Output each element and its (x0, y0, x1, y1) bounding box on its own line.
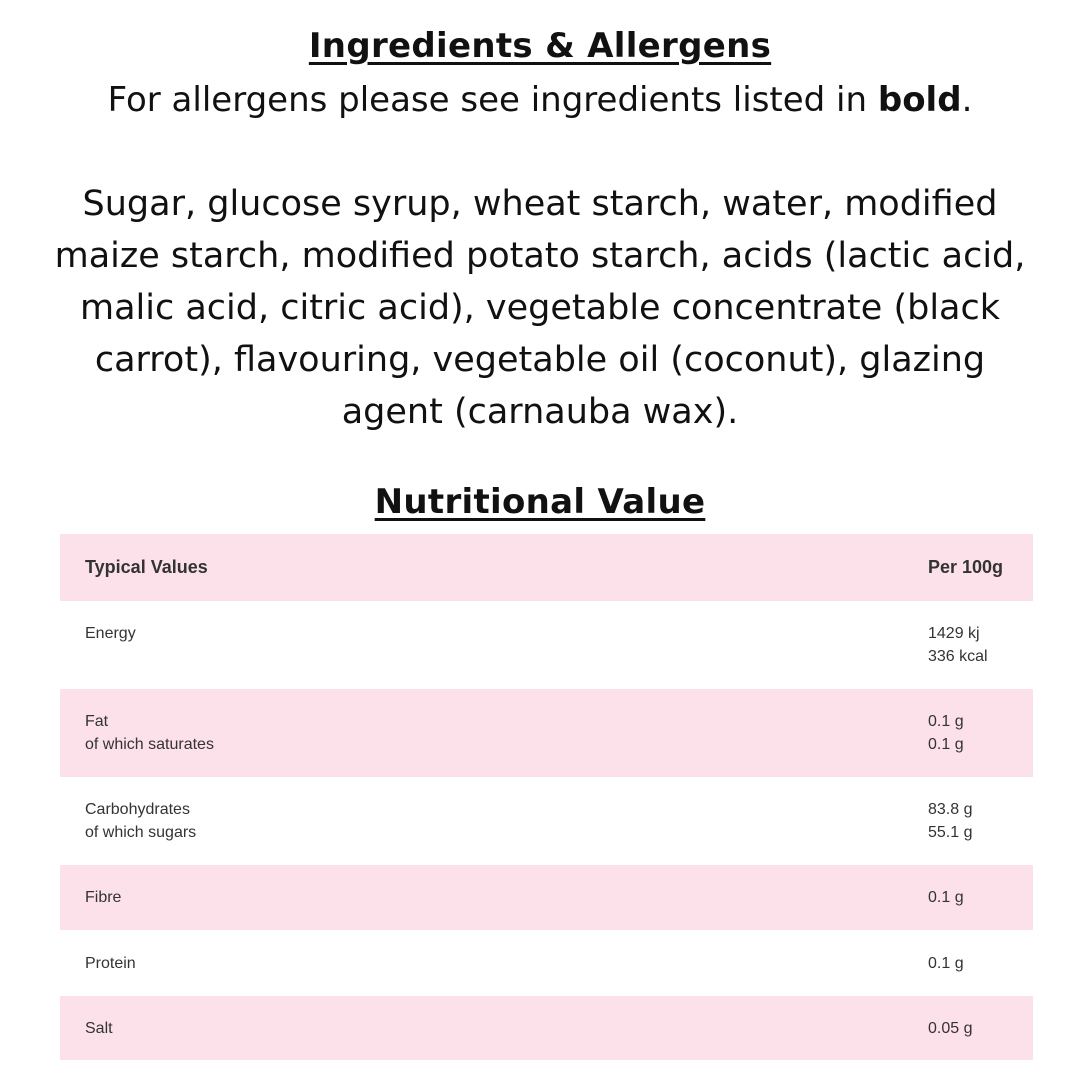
allergen-note-suffix: . (961, 80, 973, 120)
table-header-row (60, 534, 1033, 601)
row-value: 0.1 g (928, 889, 964, 906)
row-value: 0.1 g (928, 713, 964, 730)
table-row-protein (60, 930, 1033, 996)
ingredients-list: Sugar, glucose syrup, wheat starch, water, modified maize starch, modified potato starch, acids (lactic acid, malic acid, citric acid), vegetable concentrate (black carrot), flavouring, vegetable oil (coconut), glazing agent (carnauba wax). (54, 184, 1026, 432)
header-label-cell (85, 556, 928, 579)
row-label: Protein (85, 954, 136, 972)
table-row-carbohydrates (60, 777, 1033, 865)
row-sublabel: of which saturates (85, 736, 214, 753)
row-label: Salt (85, 1019, 113, 1037)
value-cell (928, 798, 1033, 844)
nutrition-table (60, 534, 1033, 1060)
value-cell (928, 622, 1033, 668)
ingredients-heading: Ingredients & Allergens (308, 26, 772, 66)
row-value: 0.05 g (928, 1019, 973, 1037)
row-sublabel: of which sugars (85, 824, 197, 841)
header-typical-values: Typical Values (85, 557, 208, 577)
header-value-cell (928, 556, 1033, 579)
label-cell (85, 1017, 928, 1040)
row-label: Carbohydrates (85, 801, 190, 818)
row-value: 55.1 g (928, 824, 973, 841)
value-cell (928, 1017, 1033, 1040)
allergen-note-prefix: For allergens please see ingredients listed in (107, 80, 878, 120)
label-cell (85, 798, 928, 844)
row-value: 0.1 g (928, 954, 964, 972)
row-label: Fat (85, 713, 109, 730)
table-row-fibre (60, 865, 1033, 930)
value-cell (928, 710, 1033, 756)
label-cell (85, 952, 928, 975)
row-label: Fibre (85, 889, 122, 906)
value-cell (928, 952, 1033, 975)
label-cell (85, 886, 928, 909)
table-row-salt (60, 996, 1033, 1060)
header-per-100g: Per 100g (928, 557, 1004, 577)
value-cell (928, 886, 1033, 909)
label-cell (85, 622, 928, 645)
row-value: 336 kcal (928, 648, 988, 665)
label-cell (85, 710, 928, 756)
allergen-note-bold: bold (877, 80, 962, 120)
row-value: 0.1 g (928, 736, 964, 753)
row-value: 1429 kj (928, 625, 980, 642)
nutrition-heading: Nutritional Value (374, 482, 706, 522)
table-row-fat (60, 689, 1033, 777)
row-value: 83.8 g (928, 801, 973, 818)
allergen-note (0, 76, 1080, 124)
table-row-energy (60, 601, 1033, 689)
row-label: Energy (85, 625, 136, 642)
